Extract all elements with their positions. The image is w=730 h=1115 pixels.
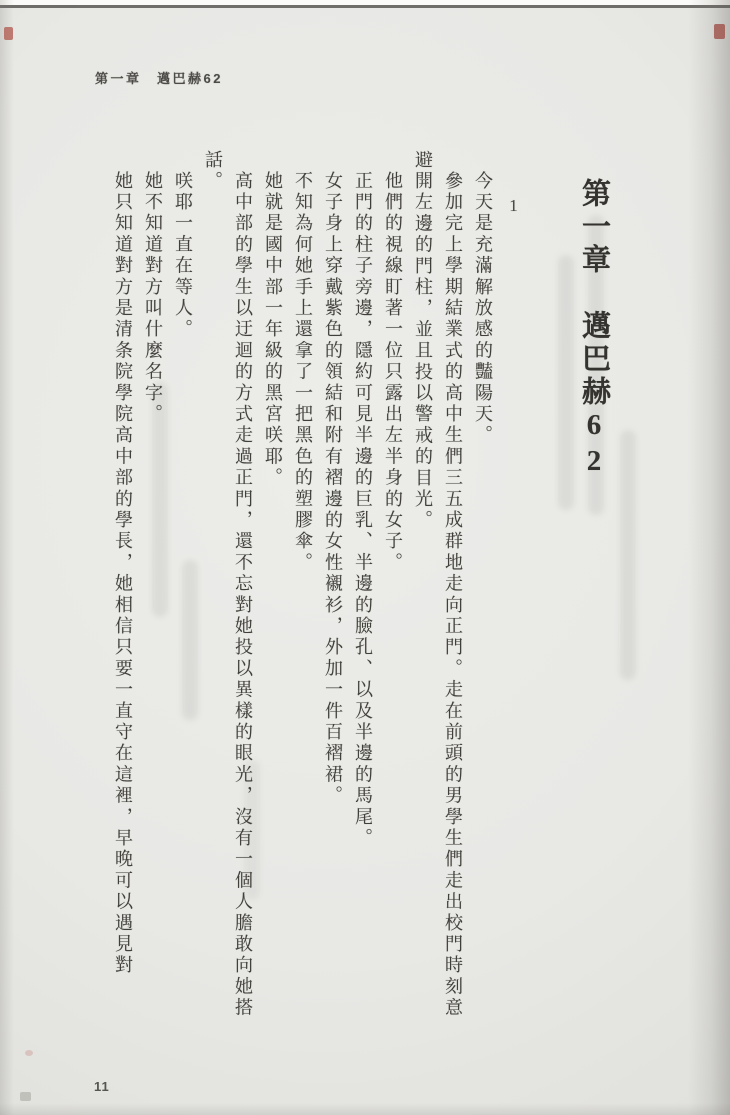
paragraph: 今天是充滿解放感的豔陽天。 xyxy=(473,171,493,447)
body-text-area xyxy=(108,150,666,1022)
paragraph: 參加完上學期結業式的高中生們三五成群地走向正門。走在前頭的男學生們走出校門時刻意避開左邊的門柱，並且投以警戒的目光。 xyxy=(413,150,463,1019)
page-gutter-shadow xyxy=(688,0,730,1115)
paragraph: 正門的柱子旁邊，隱約可見半邊的巨乳、半邊的臉孔、以及半邊的馬尾。 xyxy=(353,171,373,850)
paragraph: 咲耶一直在等人。 xyxy=(173,171,193,341)
speck-bottom-left xyxy=(20,1092,31,1101)
paragraph: 她只知道對方是清条院學院高中部的學長，她相信只要一直守在這裡，早晚可以遇見對 xyxy=(113,171,133,977)
running-header: 第一章 邁巴赫62 xyxy=(95,71,223,86)
chapter-title: 第一章 邁巴赫62 xyxy=(578,178,610,481)
paragraph: 她不知道對方叫什麼名字。 xyxy=(143,171,163,426)
corner-mark-top-left xyxy=(4,27,13,40)
paragraph: 她就是國中部一年級的黑宮咲耶。 xyxy=(263,171,283,489)
paragraph: 他們的視線盯著一位只露出左半身的女子。 xyxy=(383,171,403,574)
page-number: 11 xyxy=(94,1079,110,1094)
paragraph: 女子身上穿戴紫色的領結和附有褶邊的女性襯衫，外加一件百褶裙。 xyxy=(323,171,343,807)
page-bottom-edge-shadow xyxy=(0,1103,730,1115)
smudge-bottom-left xyxy=(25,1050,33,1056)
paragraph: 不知為何她手上還拿了一把黑色的塑膠傘。 xyxy=(293,171,313,574)
paragraph: 高中部的學生以迂迴的方式走過正門，還不忘對她投以異樣的眼光，沒有一個人膽敢向她搭話。 xyxy=(203,150,253,1019)
section-number: 1 xyxy=(504,196,523,215)
scan-edge-line xyxy=(0,5,730,8)
corner-mark-top-right xyxy=(714,24,725,39)
page-left-edge-shadow xyxy=(0,0,14,1115)
